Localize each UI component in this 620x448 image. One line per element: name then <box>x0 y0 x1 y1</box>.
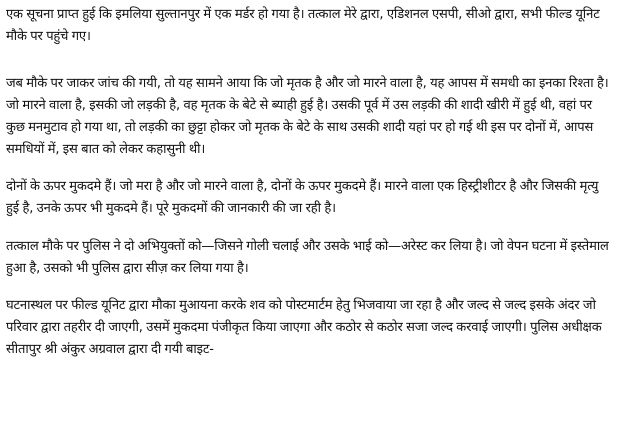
paragraph-cases: दोनों के ऊपर मुकदमे हैं। जो मरा है और जो मारने वाला है, दोनों के ऊपर मुकदमे हैं। मारने वाला एक हिस्ट्रीशीटर है और जिसकी मृत्यु हुई है, उनके ऊपर भी मुकदमे हैं। पूरे मुकदमों की जानकारी की जा रही है। <box>6 179 599 216</box>
paragraph-investigation: जब मौके पर जाकर जांच की गयी, तो यह सामने आया कि जो मृतक है और जो मारने वाला है, यह आपस में समधी का इनका रिश्ता है। जो मारने वाला है, इसकी जो लड़की है, वह मृतक के बेटे से ब्याही हुई है। उसकी पूर्व में उस लड़की की शादी खीरी में हुई थी, वहां पर कुछ मनमुटाव हो गया था, तो लड़की का छुट्टा होकर जो मृतक के बेटे के साथ उसकी शादी यहां पर हो गई थी इस पर दोनों में, आपस समधियों में, इस बात को लेकर कहासुनी थी। <box>6 76 609 157</box>
document-body <box>6 4 614 361</box>
paragraph-arrest: तत्काल मौके पर पुलिस ने दो अभियुक्तों को—जिसने गोली चलाई और उसके भाई को—अरेस्ट कर लिया है। जो वेपन घटना में इस्तेमाल हुआ है, उसको भी पुलिस द्वारा सीज़ कर लिया गया है। <box>6 239 609 276</box>
paragraph-incident-report: एक सूचना प्राप्त हुई कि इमलिया सुल्तानपुर में एक मर्डर हो गया है। तत्काल मेरे द्वारा, एडिशनल एसपी, सीओ द्वारा, सभी फील्ड यूनिट मौके पर पहुंचे गए। <box>6 7 600 44</box>
paragraph-postmortem: घटनास्थल पर फील्ड यूनिट द्वारा मौका मुआयना करके शव को पोस्टमार्टम हेतु भिजवाया जा रहा है और जल्द से जल्द इसके अंदर जो परिवार द्वारा तहरीर दी जाएगी, उसमें मुकदमा पंजीकृत किया जाएगा और कठोर से कठोर सजा जल्द करवाई जाएगी। पुलिस अधीक्षक सीतापुर श्री अंकुर अग्रवाल द्वारा दी गयी बाइट- <box>6 298 602 357</box>
